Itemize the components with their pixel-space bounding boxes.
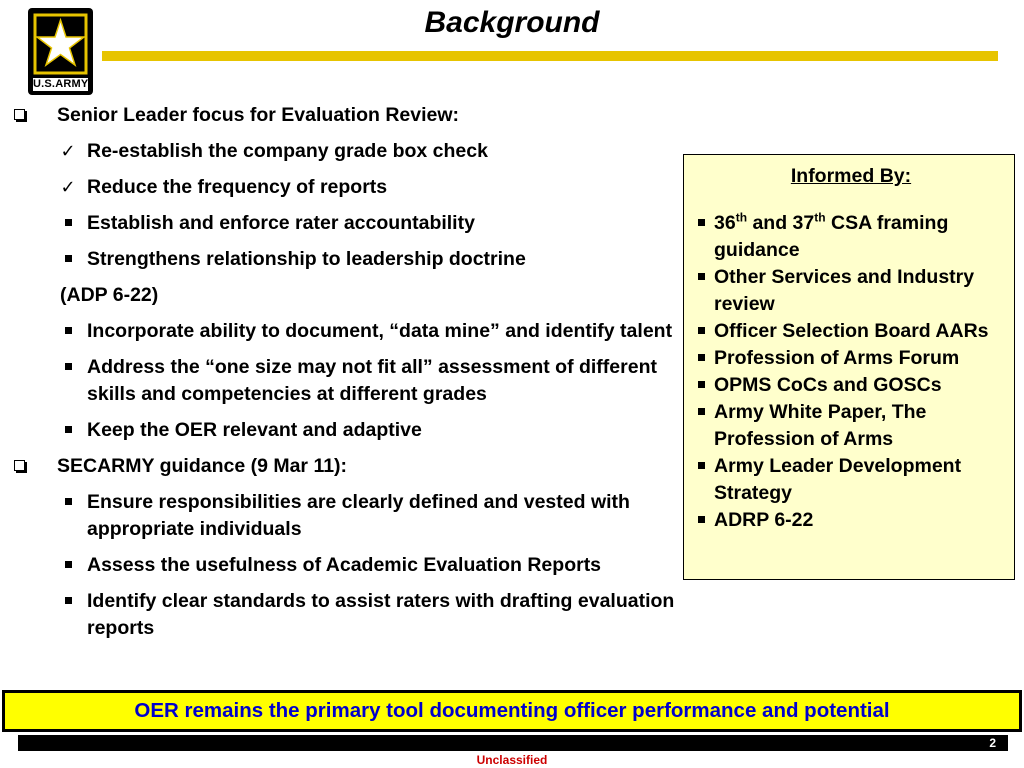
list-item: Identify clear standards to assist raters with drafting evaluation reports — [10, 588, 675, 642]
informed-item: Officer Selection Board AARs — [698, 318, 1004, 345]
footer-bar — [18, 735, 1008, 751]
list-item: Strengthens relationship to leadership doctrine — [10, 246, 675, 273]
page-number: 2 — [989, 736, 996, 750]
informed-item: Army Leader Development Strategy — [698, 453, 1004, 507]
list-item: Ensure responsibilities are clearly defined and vested with appropriate individuals — [10, 489, 675, 543]
informed-item: Other Services and Industry review — [698, 264, 1004, 318]
informed-item: ADRP 6-22 — [698, 507, 1004, 534]
list-item: Incorporate ability to document, “data mine” and identify talent — [10, 318, 675, 345]
square-bullet-icon — [62, 588, 74, 615]
checkbox-bullet-icon — [10, 102, 28, 129]
page-title: Background — [424, 6, 600, 39]
classification-label: Unclassified — [476, 753, 548, 767]
informed-by-list — [698, 210, 1004, 534]
title-divider — [102, 51, 998, 61]
list-item: Keep the OER relevant and adaptive — [10, 417, 675, 444]
square-bullet-icon — [62, 552, 74, 579]
informed-item: Profession of Arms Forum — [698, 345, 1004, 372]
square-bullet-icon — [62, 354, 74, 381]
informed-by-title: Informed By: — [790, 165, 912, 187]
informed-by-box — [683, 154, 1015, 580]
square-bullet-icon — [62, 318, 74, 345]
square-bullet-icon — [698, 453, 705, 480]
square-bullet-icon — [698, 507, 705, 534]
list-item: ✓ Re-establish the company grade box check — [10, 138, 675, 165]
informed-item: OPMS CoCs and GOSCs — [698, 372, 1004, 399]
list-item: Establish and enforce rater accountability — [10, 210, 675, 237]
key-message-banner: OER remains the primary tool documenting officer performance and potential — [2, 690, 1022, 732]
square-bullet-icon — [698, 372, 705, 399]
main-content — [10, 102, 675, 642]
list-item: SECARMY guidance (9 Mar 11): — [10, 453, 675, 480]
list-item: Address the “one size may not fit all” assessment of different skills and competencies at different grades — [10, 354, 675, 408]
list-item: Assess the usefulness of Academic Evaluation Reports — [10, 552, 675, 579]
list-item: ✓ Reduce the frequency of reports — [10, 174, 675, 201]
square-bullet-icon — [62, 489, 74, 516]
list-item-continuation: (ADP 6-22) — [60, 284, 159, 306]
square-bullet-icon — [698, 345, 705, 372]
checkmark-icon: ✓ — [60, 177, 76, 197]
square-bullet-icon — [698, 399, 705, 426]
informed-item: Army White Paper, The Profession of Arms — [698, 399, 1004, 453]
square-bullet-icon — [698, 264, 705, 291]
square-bullet-icon — [62, 246, 74, 273]
square-bullet-icon — [62, 210, 74, 237]
logo-text: U.S.ARMY — [33, 78, 89, 90]
square-bullet-icon — [698, 318, 705, 345]
list-item: Senior Leader focus for Evaluation Review: — [10, 102, 675, 129]
square-bullet-icon — [62, 417, 74, 444]
checkbox-bullet-icon — [10, 453, 28, 480]
informed-item: 36th and 37th CSA framing guidance — [698, 210, 1004, 264]
square-bullet-icon — [698, 210, 705, 237]
checkmark-icon: ✓ — [60, 141, 76, 161]
